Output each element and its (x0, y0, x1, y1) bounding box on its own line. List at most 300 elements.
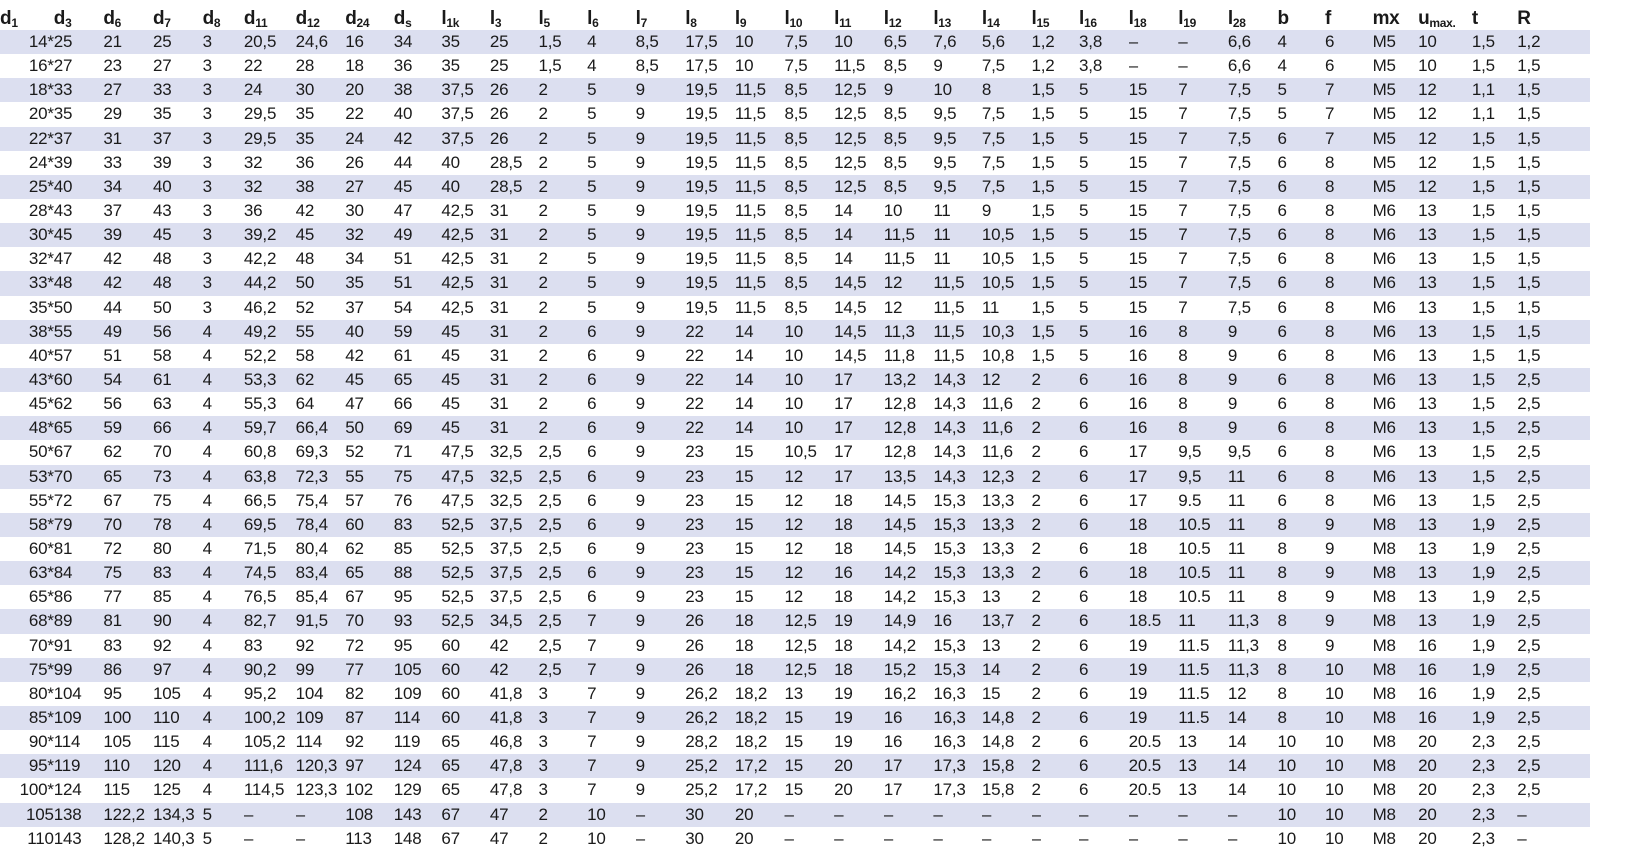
table-cell: M8 (1373, 682, 1418, 706)
table-cell: 27 (103, 78, 153, 102)
table-cell: 1,1 (1472, 102, 1517, 126)
table-cell: 2,5 (539, 585, 588, 609)
table-cell: 119 (54, 754, 104, 778)
table-cell: 12 (1418, 102, 1472, 126)
table-cell: 8 (982, 78, 1032, 102)
table-cell: 1,5 (1032, 78, 1080, 102)
table-cell: 6 (1277, 392, 1325, 416)
column-header (1178, 0, 1228, 30)
table-cell: 40 (441, 151, 490, 175)
table-cell: 52 (296, 296, 346, 320)
table-cell: 11,5 (884, 223, 934, 247)
table-cell: 7 (587, 609, 636, 633)
table-cell: 69 (394, 416, 442, 440)
table-cell: 91,5 (296, 609, 346, 633)
table-cell: 10 (1325, 682, 1373, 706)
table-cell: 9 (1325, 585, 1373, 609)
table-cell: 1,5 (1517, 296, 1590, 320)
column-header (1228, 0, 1278, 30)
table-cell: 8 (1178, 320, 1228, 344)
table-cell: 3 (203, 102, 244, 126)
table-cell: 12 (884, 296, 934, 320)
table-cell: 31 (490, 271, 539, 295)
table-cell: 45 (345, 368, 394, 392)
table-cell: 1,5 (1472, 127, 1517, 151)
table-cell: 1,5 (1032, 296, 1080, 320)
table-cell: 5 (1277, 102, 1325, 126)
table-cell: 7 (1178, 78, 1228, 102)
table-cell: 63,8 (244, 465, 296, 489)
table-cell: – (1129, 803, 1179, 827)
table-cell: 22 (244, 54, 296, 78)
table-cell: 32,5 (490, 465, 539, 489)
table-cell: 8,5 (784, 102, 834, 126)
table-cell: 25 (153, 30, 203, 54)
table-cell: 9 (636, 609, 686, 633)
table-cell: 2 (539, 296, 588, 320)
table-cell: 9 (636, 392, 686, 416)
table-cell: 6 (587, 320, 636, 344)
table-cell: 8,5 (884, 102, 934, 126)
table-cell: 12,5 (784, 634, 834, 658)
table-cell: 61 (153, 368, 203, 392)
column-header-symbol: l (1031, 8, 1037, 29)
table-cell: 42 (345, 344, 394, 368)
table-cell: 7,5 (982, 127, 1032, 151)
row-key-cell: 38* (0, 320, 54, 344)
column-header (933, 0, 982, 30)
table-cell: 83 (394, 513, 442, 537)
table-row (0, 682, 1590, 706)
table-cell: 17,3 (933, 754, 982, 778)
table-cell: 26 (490, 127, 539, 151)
table-row (0, 658, 1590, 682)
table-cell: 143 (54, 827, 104, 851)
table-cell: 2,5 (1517, 585, 1590, 609)
table-cell: 11,5 (735, 151, 785, 175)
column-header (982, 0, 1032, 30)
table-cell: 10 (1325, 754, 1373, 778)
row-key-cell: 53* (0, 465, 54, 489)
table-cell: 31 (490, 296, 539, 320)
table-cell: 45 (296, 223, 346, 247)
table-cell: 7,5 (982, 175, 1032, 199)
table-cell: 15 (1129, 175, 1179, 199)
table-cell: 3 (203, 296, 244, 320)
table-cell: 9 (636, 344, 686, 368)
table-cell: 48 (54, 271, 104, 295)
table-cell: 2,5 (1517, 513, 1590, 537)
table-cell: 55 (345, 465, 394, 489)
table-cell: 45 (441, 344, 490, 368)
table-cell: 42,5 (441, 199, 490, 223)
table-cell: 9 (1228, 416, 1278, 440)
table-cell: 10,5 (982, 223, 1032, 247)
table-cell: 12 (1418, 151, 1472, 175)
table-cell: 9,5 (933, 151, 982, 175)
table-cell: 4 (203, 344, 244, 368)
table-cell: M6 (1373, 344, 1418, 368)
table-cell: 105,2 (244, 730, 296, 754)
table-cell: 50 (296, 271, 346, 295)
table-cell: 12 (784, 513, 834, 537)
table-row (0, 489, 1590, 513)
table-cell: 35 (54, 102, 104, 126)
table-cell: 17 (834, 368, 884, 392)
table-cell: 8,5 (784, 78, 834, 102)
table-cell: 14,2 (884, 585, 934, 609)
table-cell: 17 (834, 416, 884, 440)
column-header-subscript: 7 (640, 16, 648, 30)
table-cell: 14 (735, 344, 785, 368)
table-cell: 8,5 (784, 127, 834, 151)
table-cell: 11,5 (735, 223, 785, 247)
table-cell: 19,5 (685, 271, 735, 295)
table-cell: 30 (296, 78, 346, 102)
table-cell: 11,3 (884, 320, 934, 344)
table-cell: 26 (345, 151, 394, 175)
table-cell: M5 (1373, 78, 1418, 102)
table-cell: – (636, 827, 686, 851)
table-cell: 10,5 (784, 440, 834, 464)
table-cell: 9 (1325, 609, 1373, 633)
table-cell: 18.5 (1129, 609, 1179, 633)
table-cell: 9 (1228, 392, 1278, 416)
table-cell: 2,3 (1472, 730, 1517, 754)
table-cell: 9 (636, 706, 686, 730)
table-cell: 5 (587, 127, 636, 151)
table-cell: 13 (1418, 585, 1472, 609)
table-cell: 5 (1079, 151, 1129, 175)
column-header-subscript: max. (1429, 16, 1456, 30)
table-cell: 2,5 (1517, 368, 1590, 392)
table-cell: 2,5 (1517, 778, 1590, 802)
table-cell: 12 (1418, 78, 1472, 102)
table-cell: 143 (394, 803, 442, 827)
table-cell: 4 (203, 778, 244, 802)
table-cell: – (884, 803, 934, 827)
table-cell: 44,2 (244, 271, 296, 295)
table-cell: 9 (636, 489, 686, 513)
table-cell: 9,5 (1228, 440, 1278, 464)
table-cell: 11 (1228, 585, 1278, 609)
table-cell: 7 (1325, 102, 1373, 126)
table-cell: 11 (1228, 561, 1278, 585)
table-cell: 14 (1228, 778, 1278, 802)
table-cell: 16 (1418, 706, 1472, 730)
table-cell: 38 (394, 78, 442, 102)
table-cell: 40 (153, 175, 203, 199)
table-cell: 14 (1228, 706, 1278, 730)
table-cell: 1,5 (1472, 344, 1517, 368)
table-cell: 6 (587, 489, 636, 513)
table-cell: 4 (203, 392, 244, 416)
table-cell: 14,3 (933, 416, 982, 440)
table-cell: 78 (153, 513, 203, 537)
header-row (0, 0, 1590, 30)
table-cell: 16 (1129, 320, 1179, 344)
table-cell: 6 (1277, 296, 1325, 320)
table-cell: 37,5 (441, 78, 490, 102)
table-cell: 1,5 (1517, 271, 1590, 295)
table-row (0, 416, 1590, 440)
table-cell: 6 (1079, 489, 1129, 513)
table-cell: 7 (1178, 175, 1228, 199)
table-cell: 9 (1325, 634, 1373, 658)
table-cell: 2 (1032, 537, 1080, 561)
table-cell: 19 (834, 730, 884, 754)
table-cell: 5 (203, 803, 244, 827)
table-cell: 19 (834, 609, 884, 633)
table-cell: 10 (784, 368, 834, 392)
table-cell: 10 (587, 827, 636, 851)
table-cell: 8 (1325, 489, 1373, 513)
table-cell: 1,5 (1517, 175, 1590, 199)
table-cell: 52,5 (441, 609, 490, 633)
table-row (0, 320, 1590, 344)
table-cell: 4 (1277, 30, 1325, 54)
table-cell: – (884, 827, 934, 851)
table-cell: 14,3 (933, 392, 982, 416)
table-cell: 76 (394, 489, 442, 513)
table-cell: M6 (1373, 199, 1418, 223)
table-cell: – (1517, 827, 1590, 851)
table-cell: 2 (539, 416, 588, 440)
table-cell: 39,2 (244, 223, 296, 247)
table-row (0, 344, 1590, 368)
table-cell: 1,9 (1472, 537, 1517, 561)
table-cell: 14 (834, 199, 884, 223)
table-cell: 15 (784, 706, 834, 730)
row-key-cell: 33* (0, 271, 54, 295)
table-cell: 1,9 (1472, 634, 1517, 658)
table-cell: 86 (54, 585, 104, 609)
table-cell: 7,5 (1228, 175, 1278, 199)
table-cell: 14,5 (834, 296, 884, 320)
table-cell: 40 (394, 102, 442, 126)
column-header-subscript: 9 (739, 16, 747, 30)
table-cell: 15,2 (884, 658, 934, 682)
table-cell: 15,3 (933, 537, 982, 561)
table-cell: – (1178, 827, 1228, 851)
table-cell: 11,6 (982, 416, 1032, 440)
table-cell: 17 (884, 778, 934, 802)
table-cell: 57 (54, 344, 104, 368)
table-cell: 23 (685, 585, 735, 609)
table-cell: 40 (441, 175, 490, 199)
table-cell: 11,5 (735, 127, 785, 151)
table-cell: M6 (1373, 296, 1418, 320)
table-cell: 11,5 (933, 271, 982, 295)
table-cell: 11.5 (1178, 682, 1228, 706)
table-cell: M5 (1373, 151, 1418, 175)
column-header-symbol: l (685, 8, 691, 29)
column-header-symbol: l (587, 8, 593, 29)
table-cell: 10 (1325, 778, 1373, 802)
table-cell: 16 (884, 706, 934, 730)
table-cell: 3,8 (1079, 54, 1129, 78)
table-cell: 2 (1032, 634, 1080, 658)
table-cell: 18 (834, 537, 884, 561)
column-header (1325, 0, 1373, 30)
table-cell: 14 (982, 658, 1032, 682)
table-cell: 10 (1325, 706, 1373, 730)
table-cell: 2,5 (1517, 416, 1590, 440)
table-cell: 13 (1418, 513, 1472, 537)
table-cell: 17 (834, 465, 884, 489)
table-cell: 9 (636, 127, 686, 151)
table-cell: 11,8 (884, 344, 934, 368)
table-row (0, 754, 1590, 778)
table-cell: 8 (1277, 609, 1325, 633)
table-cell: 37,5 (490, 537, 539, 561)
table-cell: 9 (1228, 344, 1278, 368)
table-cell: 2,5 (1517, 754, 1590, 778)
table-cell: 43 (153, 199, 203, 223)
table-cell: 35 (345, 271, 394, 295)
table-cell: – (982, 803, 1032, 827)
table-cell: 4 (203, 465, 244, 489)
table-cell: 4 (203, 440, 244, 464)
table-cell: 1,5 (1472, 320, 1517, 344)
table-cell: 1,5 (1472, 465, 1517, 489)
table-cell: 10 (1325, 730, 1373, 754)
column-header-symbol: l (734, 8, 740, 29)
table-cell: 1,5 (1032, 199, 1080, 223)
table-cell: 62 (103, 440, 153, 464)
table-row (0, 296, 1590, 320)
table-cell: 50 (54, 296, 104, 320)
table-row (0, 585, 1590, 609)
table-cell: 13 (1418, 416, 1472, 440)
table-cell: 60 (54, 368, 104, 392)
table-cell: 10,5 (982, 247, 1032, 271)
table-cell: 72,3 (296, 465, 346, 489)
table-cell: 11,5 (735, 296, 785, 320)
table-cell: 20 (834, 778, 884, 802)
table-cell: 4 (203, 585, 244, 609)
table-cell: 12,5 (834, 78, 884, 102)
table-cell: 5 (1079, 296, 1129, 320)
table-cell: 18 (735, 658, 785, 682)
table-header (0, 0, 1590, 30)
table-cell: 19 (1129, 658, 1179, 682)
table-cell: 14,2 (884, 561, 934, 585)
table-cell: M8 (1373, 803, 1418, 827)
column-header-symbol: l (441, 8, 447, 29)
table-cell: 59 (394, 320, 442, 344)
table-cell: 7 (587, 634, 636, 658)
table-cell: 8 (1277, 682, 1325, 706)
table-row (0, 634, 1590, 658)
column-header-subscript: 8 (213, 16, 221, 30)
table-cell: 6 (1079, 416, 1129, 440)
table-cell: 1,5 (1472, 223, 1517, 247)
table-cell: 11.5 (1178, 634, 1228, 658)
table-cell: 44 (394, 151, 442, 175)
row-key-cell: 24* (0, 151, 54, 175)
table-cell: 14 (735, 416, 785, 440)
table-cell: 42 (103, 271, 153, 295)
table-row (0, 465, 1590, 489)
table-cell: 6 (1277, 151, 1325, 175)
table-cell: 52,5 (441, 513, 490, 537)
table-cell: 15,3 (933, 658, 982, 682)
table-cell: 19 (1129, 634, 1179, 658)
table-cell: 14,3 (933, 465, 982, 489)
table-cell: 1,5 (1032, 271, 1080, 295)
table-cell: 47 (345, 392, 394, 416)
table-cell: 114 (296, 730, 346, 754)
table-cell: 9 (1325, 561, 1373, 585)
column-header-symbol: d (202, 8, 214, 29)
table-cell: 35 (296, 102, 346, 126)
table-cell: 77 (345, 658, 394, 682)
table-cell: 3 (203, 223, 244, 247)
table-cell: 44 (103, 296, 153, 320)
table-cell: 82,7 (244, 609, 296, 633)
table-cell: 15 (982, 682, 1032, 706)
table-cell: 16 (1129, 344, 1179, 368)
table-cell: 13 (982, 585, 1032, 609)
table-cell: 70 (153, 440, 203, 464)
table-cell: 37 (54, 127, 104, 151)
table-cell: 6 (1079, 778, 1129, 802)
table-cell: 15 (735, 537, 785, 561)
table-cell: 14,2 (884, 634, 934, 658)
table-cell: 42,5 (441, 296, 490, 320)
table-cell: 1,5 (1472, 392, 1517, 416)
table-cell: 95 (394, 634, 442, 658)
table-cell: 5 (587, 223, 636, 247)
table-cell: 1,5 (1517, 223, 1590, 247)
table-row (0, 706, 1590, 730)
table-cell: 2 (1032, 416, 1080, 440)
table-cell: 82 (345, 682, 394, 706)
table-cell: 2 (1032, 489, 1080, 513)
table-cell: 10 (1325, 803, 1373, 827)
table-cell: 3 (539, 706, 588, 730)
table-cell: 26,2 (685, 706, 735, 730)
column-header (1079, 0, 1129, 30)
table-cell: 119 (394, 730, 442, 754)
table-cell: 42 (394, 127, 442, 151)
table-cell: 14,8 (982, 730, 1032, 754)
table-cell: 2 (539, 392, 588, 416)
table-cell: M5 (1373, 175, 1418, 199)
row-key-cell: 90* (0, 730, 54, 754)
table-cell: 7,5 (1228, 271, 1278, 295)
table-cell: 25 (54, 30, 104, 54)
table-cell: 4 (203, 561, 244, 585)
table-cell: 1,5 (1032, 320, 1080, 344)
table-cell: 7 (1178, 199, 1228, 223)
table-cell: 12 (1418, 127, 1472, 151)
table-cell: 20 (735, 803, 785, 827)
table-cell: 83,4 (296, 561, 346, 585)
table-cell: 99 (54, 658, 104, 682)
table-cell: 2 (1032, 585, 1080, 609)
table-cell: 31 (490, 223, 539, 247)
table-cell: 16 (1129, 416, 1179, 440)
table-cell: 13,3 (982, 537, 1032, 561)
table-cell: 15 (1129, 151, 1179, 175)
table-cell: 9 (933, 54, 982, 78)
table-cell: 73 (153, 465, 203, 489)
table-cell: 75 (394, 465, 442, 489)
table-cell: 3 (203, 175, 244, 199)
table-cell: 20 (345, 78, 394, 102)
